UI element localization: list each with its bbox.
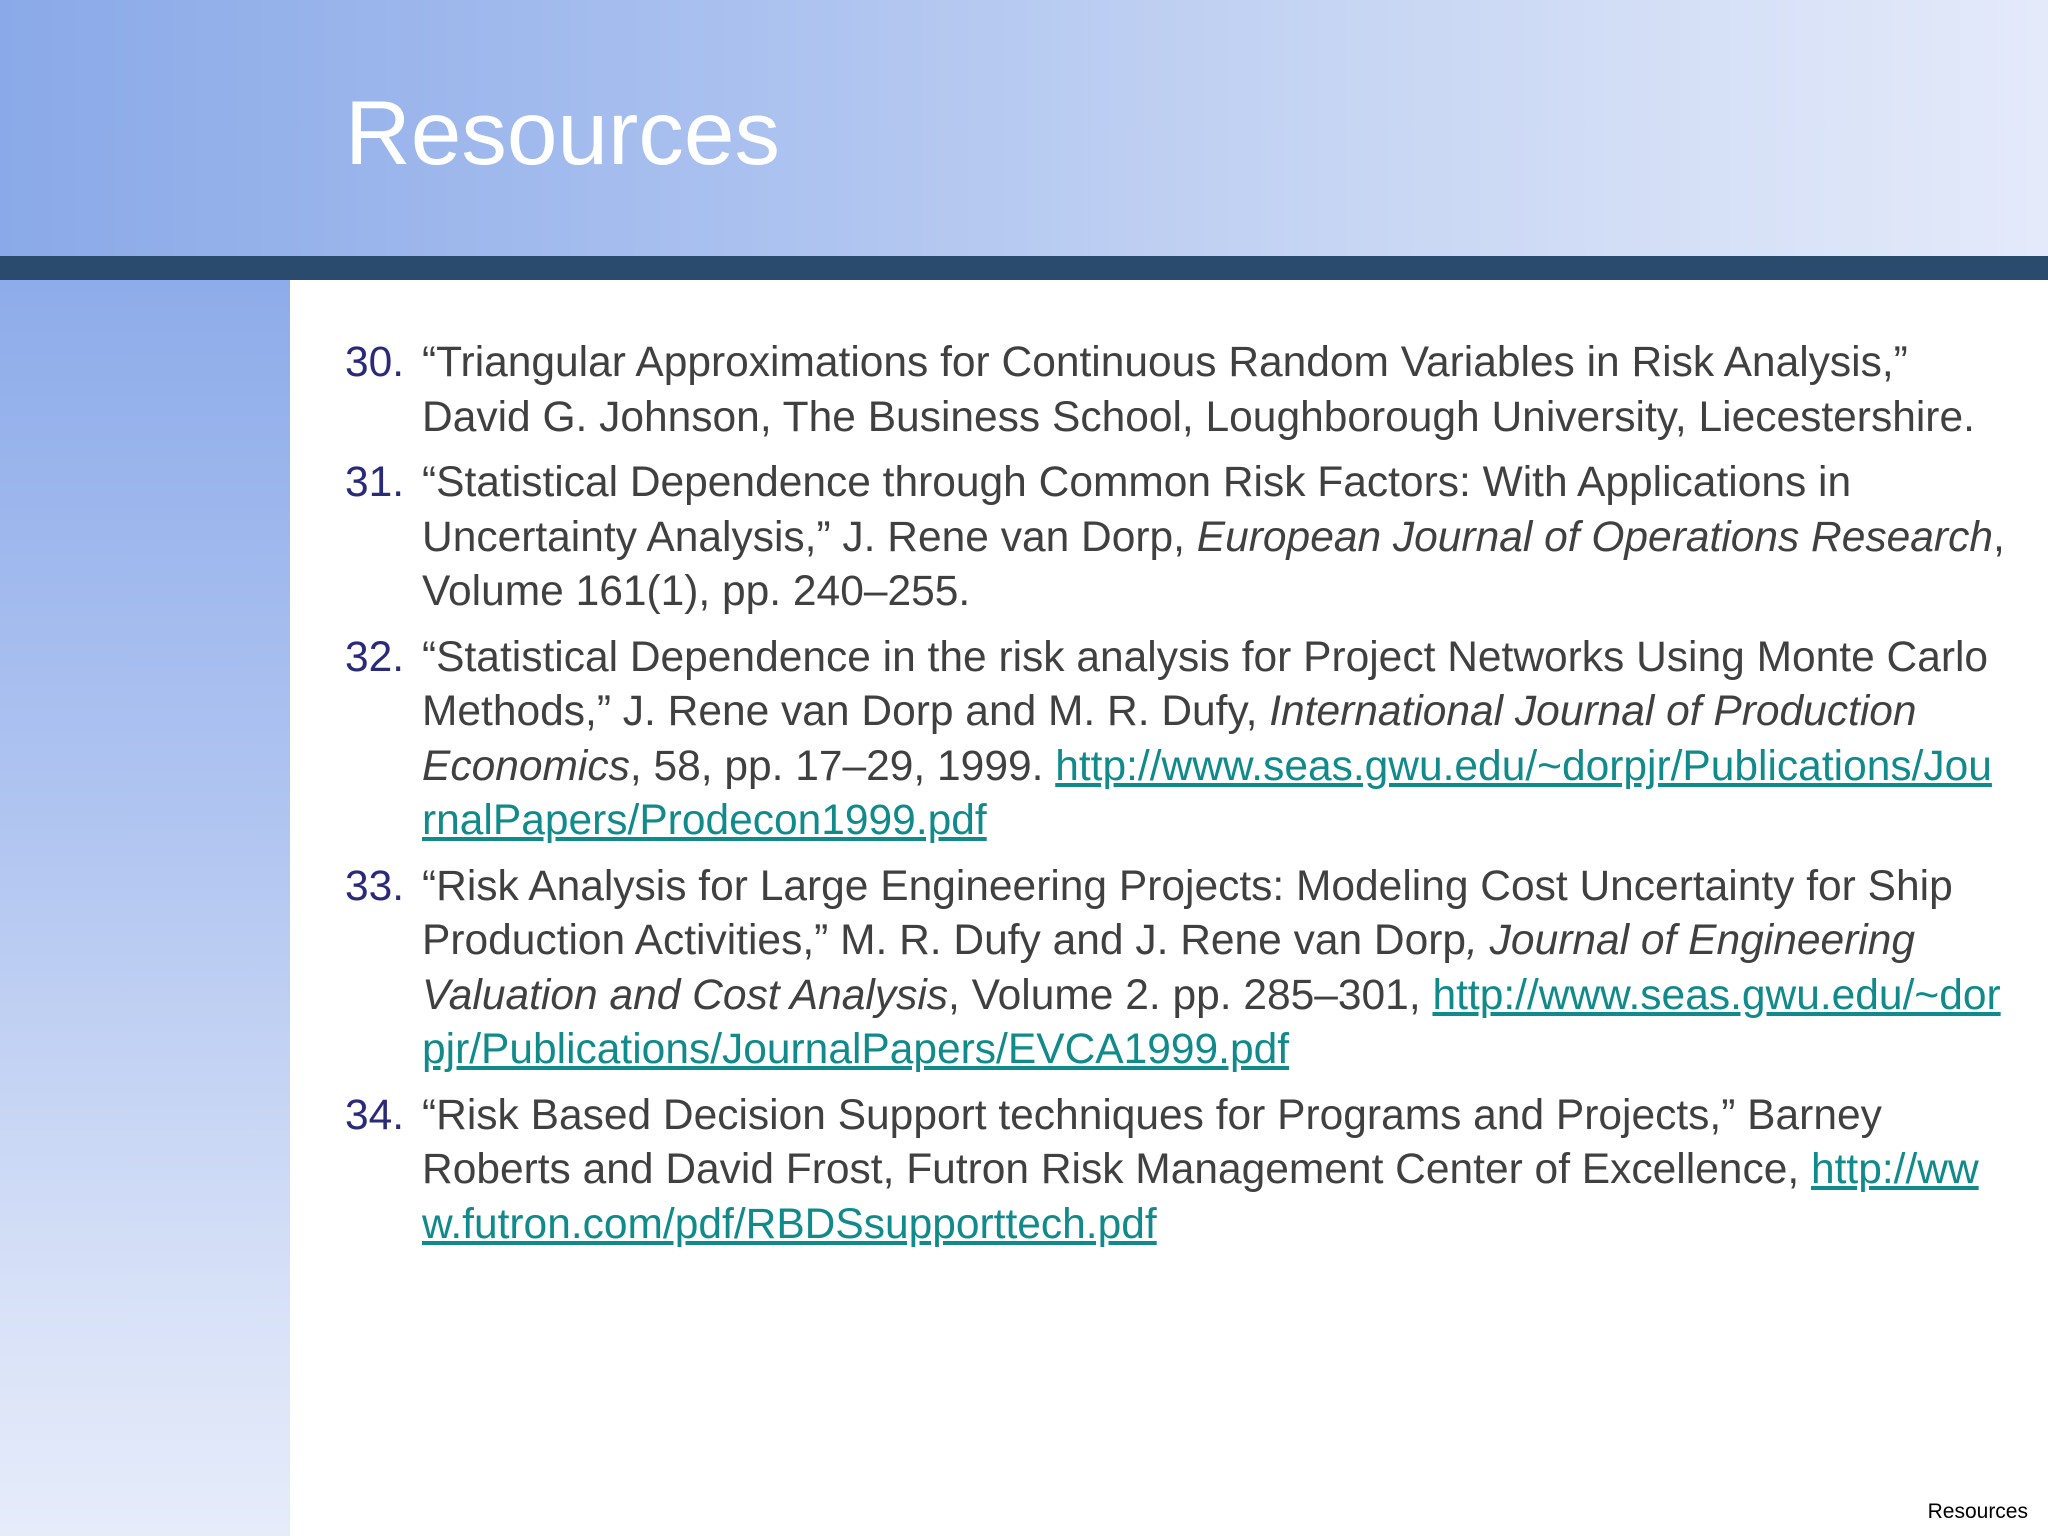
journal-title: European Journal of Operations Research [1196, 513, 1993, 561]
footer-label: Resources [1927, 1500, 2028, 1523]
slide-header [0, 0, 2048, 256]
slide-title: Resources [345, 83, 780, 184]
reference-number: 30. [345, 339, 405, 386]
reference-details: , Volume 2. pp. 285–301, [948, 971, 1433, 1019]
reference-link[interactable]: http://www.futron.com/pdf/RBDSsupporttech.pdf [422, 1146, 1979, 1248]
reference-details: , Volume 161(1), pp. 240–255. [422, 513, 2005, 615]
reference-item-32 [345, 631, 2005, 849]
reference-text: “Triangular Approximations for Continuous Random Variables in Risk Analysis,” David G. Johnson, The Business School, Loughborough University, Liecestershire. [422, 339, 1975, 441]
reference-details: , 58, pp. 17–29, 1999. [629, 742, 1056, 790]
journal-title: International Journal of Production Economics [422, 688, 1917, 790]
reference-item-34 [345, 1089, 2005, 1253]
reference-number: 34. [345, 1091, 405, 1139]
reference-number: 32. [345, 633, 405, 681]
reference-link[interactable]: http://www.seas.gwu.edu/~dorpjr/Publications/JournalPapers/EVCA1999.pdf [422, 971, 2001, 1073]
reference-item-33 [345, 860, 2005, 1078]
reference-number: 31. [345, 459, 405, 506]
journal-title: , Journal of Engineering Valuation and Cost Analysis [422, 917, 1915, 1019]
reference-item-30 [345, 336, 2005, 445]
reference-text: “Statistical Dependence in the risk analysis for Project Networks Using Monte Carlo Methods,” J. Rene van Dorp and M. R. Dufy, [422, 633, 1989, 735]
reference-list [345, 336, 2005, 1263]
reference-item-31 [345, 456, 2005, 620]
reference-number: 33. [345, 862, 405, 910]
reference-link[interactable]: http://www.seas.gwu.edu/~dorpjr/Publications/JournalPapers/Prodecon1999.pdf [422, 742, 1992, 844]
reference-text: “Statistical Dependence through Common Risk Factors: With Applications in Uncertainty Analysis,” J. Rene van Dorp, [422, 459, 1852, 561]
reference-text: “Risk Analysis for Large Engineering Projects: Modeling Cost Uncertainty for Ship Production Activities,” M. R. Dufy and J. Rene van Dorp [422, 862, 1953, 964]
left-gradient-bar [0, 280, 290, 1536]
header-divider [0, 256, 2048, 280]
reference-text: “Risk Based Decision Support techniques for Programs and Projects,” Barney Roberts and David Frost, Futron Risk Management Center of Excellence, [422, 1091, 1882, 1193]
